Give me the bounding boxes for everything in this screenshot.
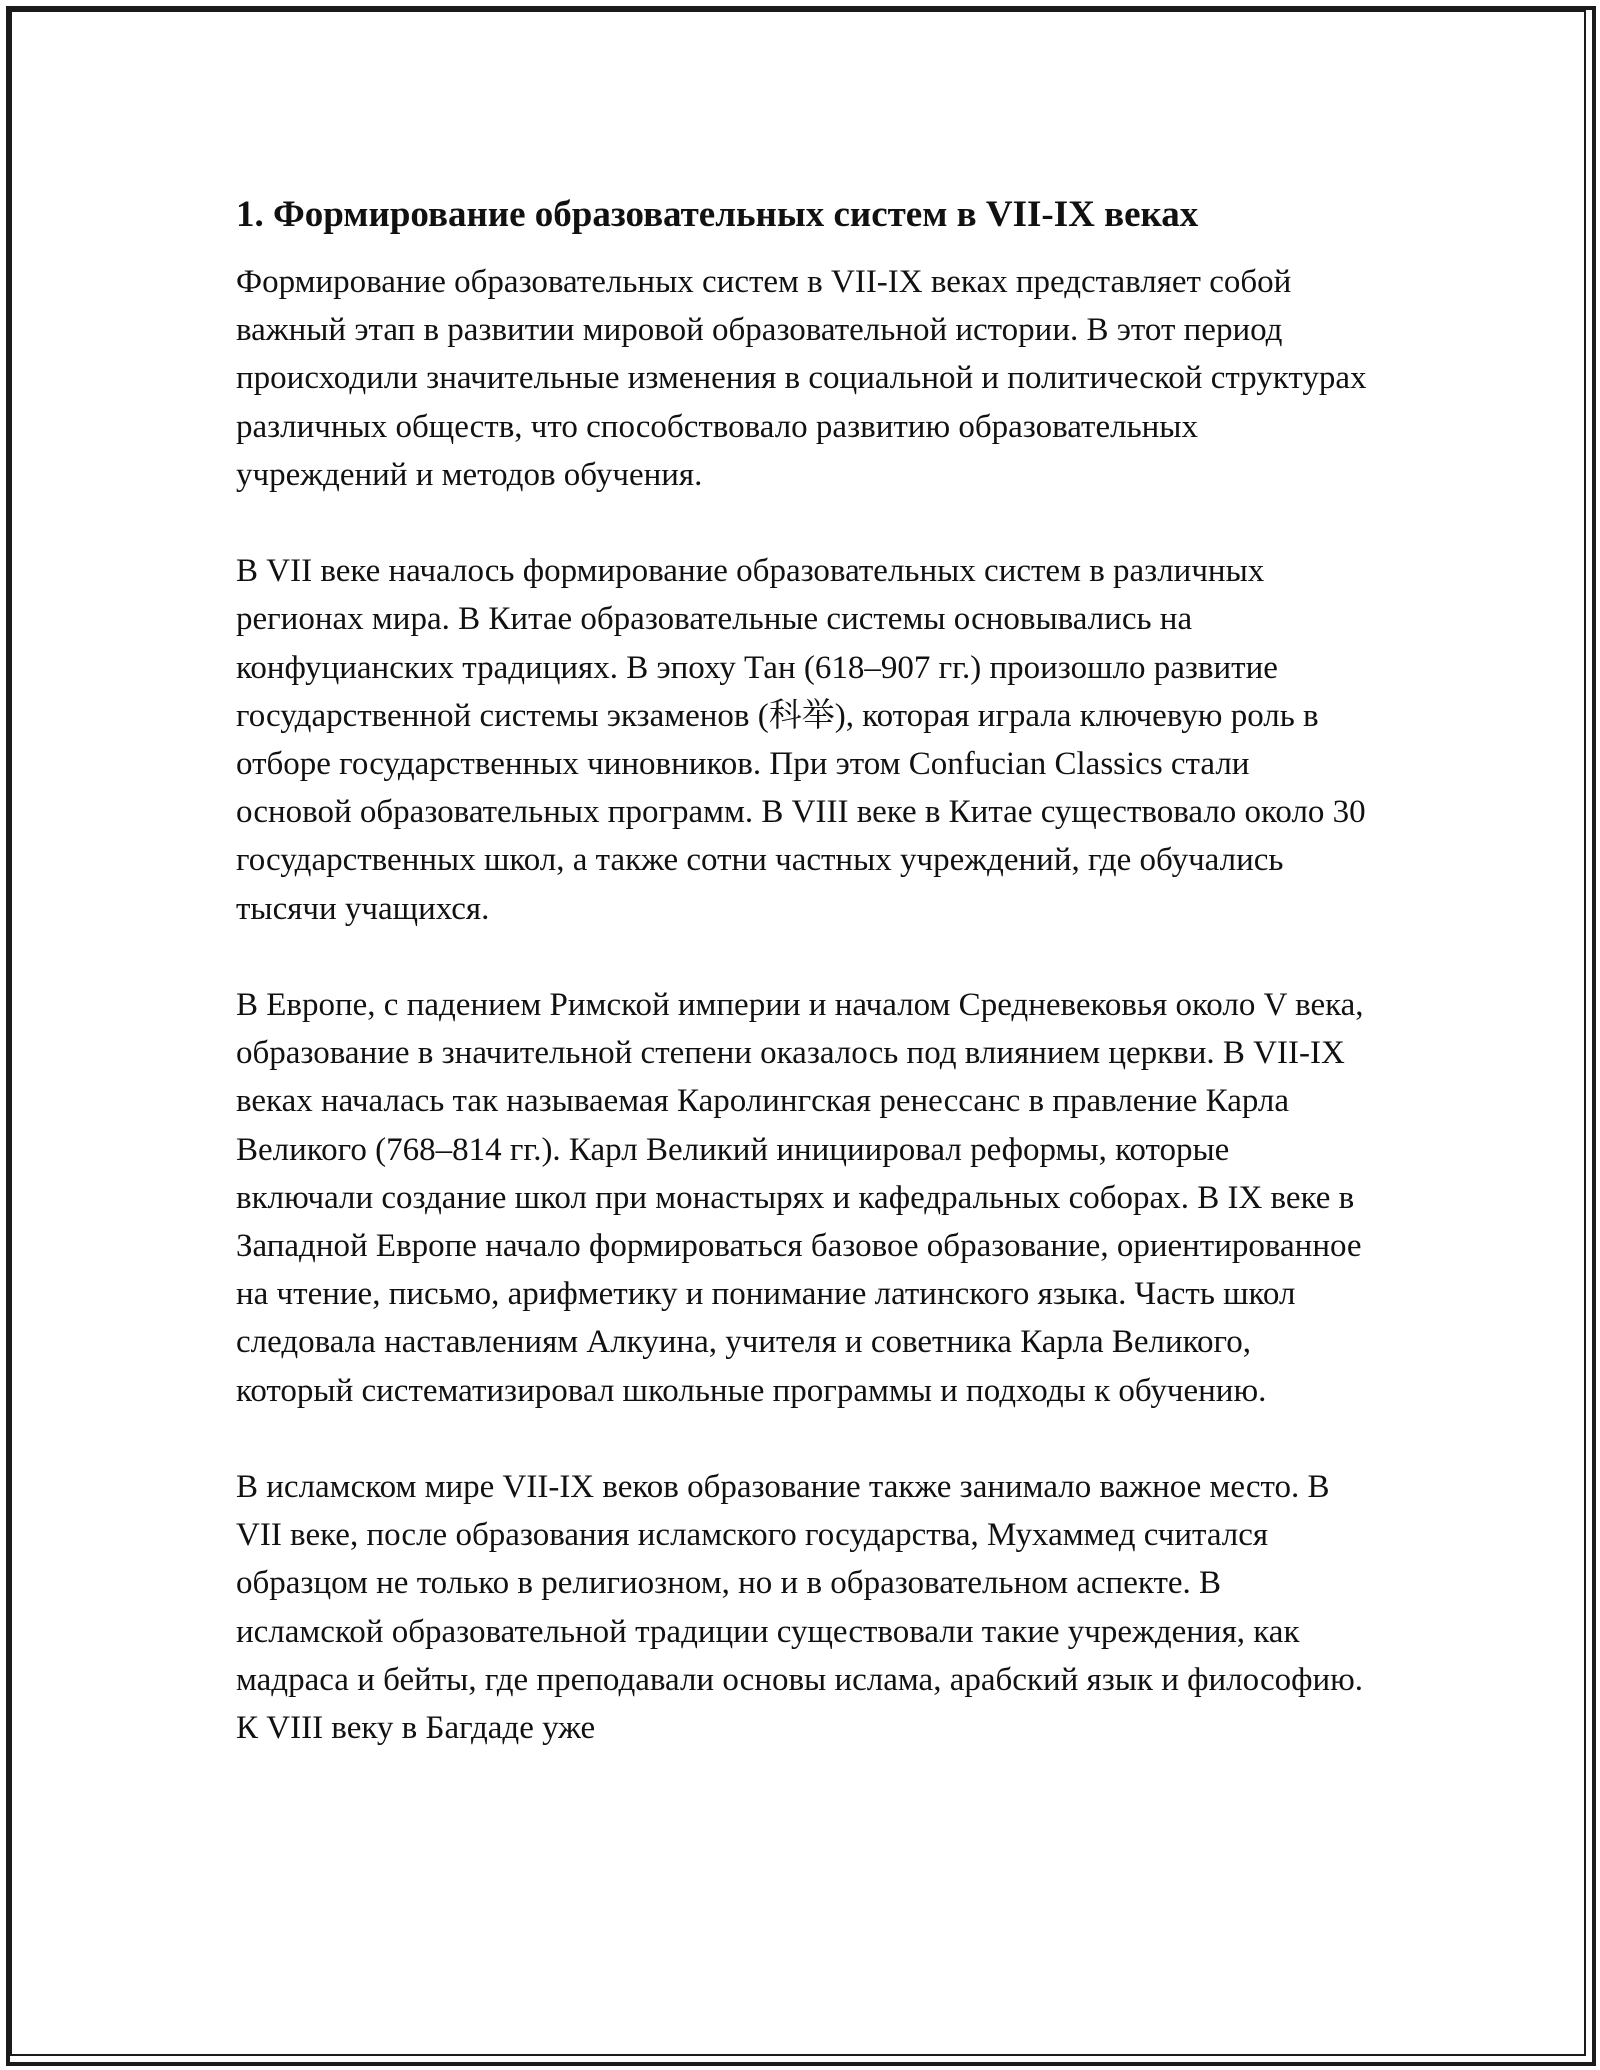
section-heading: 1. Формирование образовательных систем в VII-IX веках <box>236 194 1199 235</box>
paragraph-intro: Формирование образовательных систем в VII-IX веках представляет собой важный этап в развитии мировой образовательной истории. В этот период происходили значительные изменения в социальной и политической структурах различных обществ, что способствовало развитию образовательных учреждений и методов обучения. <box>236 264 1367 493</box>
paragraph-china: В VII веке началось формирование образовательных систем в различных регионах мира. В Китае образовательные системы основывались на конфуцианских традициях. В эпоху Тан (618–907 гг.) произошло развитие государственной системы экзаменов (科举), которая играла ключевую роль в отборе государственных чиновников. При этом Confucian Classics стали основой образовательных программ. В VIII веке в Китае существовало около 30 государственных школ, а также сотни частных учреждений, где обучались тысячи учащихся. <box>236 553 1366 927</box>
paragraph-europe: В Европе, с падением Римской империи и началом Средневековья около V века, образование в значительной степени оказалось под влиянием церкви. В VII-IX веках началась так называемая Каролингская ренессанс в правление Карла Великого (768–814 гг.). Карл Великий инициировал реформы, которые включали создание школ при монастырях и кафедральных соборах. В IX веке в Западной Европе начало формироваться базовое образование, ориентированное на чтение, письмо, арифметику и понимание латинского языка. Часть школ следовала наставлениям Алкуина, учителя и советника Карла Великого, который систематизировал школьные программы и подходы к обучению. <box>236 987 1364 1409</box>
document-body <box>236 190 1368 1752</box>
paragraph-islamic-world: В исламском мире VII-IX веков образование также занимало важное место. В VII веке, после образования исламского государства, Мухаммед считался образцом не только в религиозном, но и в образовательном аспекте. В исламской образовательной традиции существовали такие учреждения, как мадраса и бейты, где преподавали основы ислама, арабский язык и философию. К VIII веку в Багдаде уже <box>236 1469 1364 1747</box>
